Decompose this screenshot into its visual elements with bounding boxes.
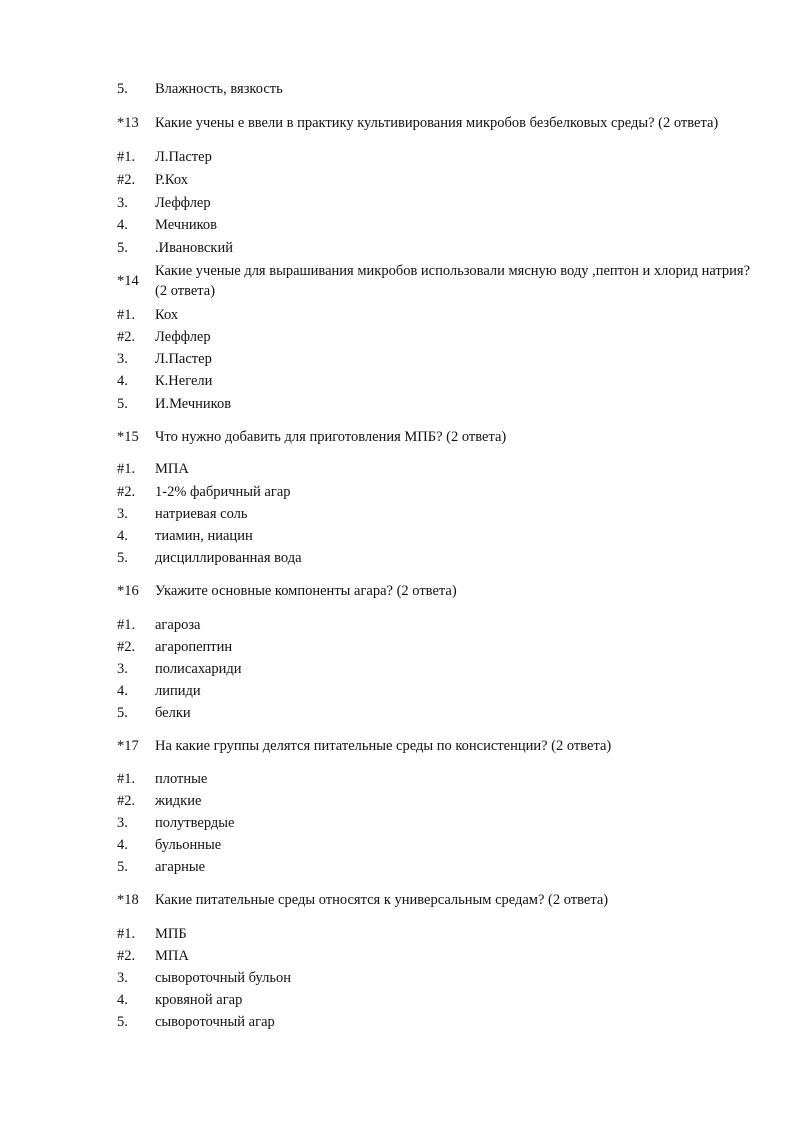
answer-option <box>0 79 800 99</box>
option-number: 3. <box>117 351 128 367</box>
question-16 <box>0 581 800 601</box>
option-number: 4. <box>117 528 128 544</box>
option-number: 5. <box>117 81 128 97</box>
option-text: .Ивановский <box>155 240 233 256</box>
option-text: кровяной агар <box>155 992 243 1008</box>
answer-option <box>0 835 800 855</box>
option-text: Л.Пастер <box>155 351 212 367</box>
option-number: #2. <box>117 329 136 345</box>
option-text: Л.Пастер <box>155 149 212 165</box>
option-text: агароза <box>155 617 201 633</box>
question-15 <box>0 427 800 447</box>
question-number: *16 <box>117 583 139 599</box>
option-number: 4. <box>117 992 128 1008</box>
answer-option <box>0 504 800 524</box>
answer-option <box>0 371 800 391</box>
question-14-line1 <box>0 262 800 282</box>
option-number: #1. <box>117 461 136 477</box>
question-text-continued: (2 ответа) <box>155 283 216 299</box>
option-text: жидкие <box>155 793 202 809</box>
option-number: #2. <box>117 793 136 809</box>
option-text: сывороточный агар <box>155 1014 275 1030</box>
question-number: *14 <box>117 273 139 289</box>
option-text: агарные <box>155 859 206 875</box>
option-text: дисциллированная вода <box>155 550 302 566</box>
option-number: #1. <box>117 307 136 323</box>
option-number: #2. <box>117 639 136 655</box>
option-number: 5. <box>117 1014 128 1030</box>
option-text: К.Негели <box>155 373 213 389</box>
question-text: Какие учены е ввели в практику культивирования микробов безбелковых среды? (2 ответа) <box>155 115 719 131</box>
option-number: 3. <box>117 195 128 211</box>
option-number: 4. <box>117 217 128 233</box>
option-text: МПБ <box>155 926 187 942</box>
option-text: Леффлер <box>155 195 211 211</box>
option-text: натриевая соль <box>155 506 248 522</box>
answer-option <box>0 1012 800 1032</box>
option-text: агаропептин <box>155 639 233 655</box>
option-text: МПА <box>155 461 189 477</box>
option-number: 3. <box>117 661 128 677</box>
option-number: 5. <box>117 396 128 412</box>
option-text: плотные <box>155 771 208 787</box>
question-number: *18 <box>117 892 139 908</box>
option-text: МПА <box>155 948 189 964</box>
question-text: Что нужно добавить для приготовления МПБ? (2 ответа) <box>155 429 507 445</box>
question-number: *17 <box>117 738 139 754</box>
question-text: На какие группы делятся питательные среды по консистенции? (2 ответа) <box>155 738 612 754</box>
answer-option <box>0 394 800 414</box>
option-text: Влажность, вязкость <box>155 81 283 97</box>
option-number: 5. <box>117 705 128 721</box>
question-17 <box>0 736 800 756</box>
question-text: Какие ученые для вырашивания микробов использовали мясную воду ,пептон и хлорид натрия? <box>155 263 751 279</box>
question-13 <box>0 113 800 133</box>
question-text: Какие питательные среды относятся к универсальным средам? (2 ответа) <box>155 892 609 908</box>
answer-option <box>0 990 800 1010</box>
option-number: #1. <box>117 149 136 165</box>
option-text: полисахариди <box>155 661 242 677</box>
answer-option <box>0 147 800 167</box>
answer-option <box>0 769 800 789</box>
option-text: сывороточный бульон <box>155 970 291 986</box>
option-number: 5. <box>117 550 128 566</box>
answer-option <box>0 637 800 657</box>
option-number: 3. <box>117 506 128 522</box>
answer-option <box>0 968 800 988</box>
answer-option <box>0 193 800 213</box>
option-number: 3. <box>117 970 128 986</box>
option-number: #1. <box>117 926 136 942</box>
answer-option <box>0 305 800 325</box>
answer-option <box>0 857 800 877</box>
answer-option <box>0 946 800 966</box>
option-text: 1-2% фабричный агар <box>155 484 291 500</box>
option-text: белки <box>155 705 191 721</box>
question-14-line2 <box>0 282 800 302</box>
option-number: #1. <box>117 771 136 787</box>
answer-option <box>0 703 800 723</box>
option-number: 3. <box>117 815 128 831</box>
question-18 <box>0 890 800 910</box>
option-text: липиди <box>155 683 201 699</box>
answer-option <box>0 924 800 944</box>
option-number: 4. <box>117 683 128 699</box>
option-text: Мечников <box>155 217 217 233</box>
option-text: полутвердые <box>155 815 235 831</box>
option-text: бульонные <box>155 837 222 853</box>
answer-option <box>0 791 800 811</box>
option-number: #2. <box>117 172 136 188</box>
option-number: #2. <box>117 484 136 500</box>
answer-option <box>0 548 800 568</box>
answer-option <box>0 813 800 833</box>
question-text: Укажите основные компоненты агара? (2 ответа) <box>155 583 457 599</box>
option-number: 5. <box>117 859 128 875</box>
answer-option <box>0 615 800 635</box>
answer-option <box>0 170 800 190</box>
answer-option <box>0 459 800 479</box>
option-text: Леффлер <box>155 329 211 345</box>
option-text: И.Мечников <box>155 396 232 412</box>
option-number: 5. <box>117 240 128 256</box>
option-number: #1. <box>117 617 136 633</box>
option-number: 4. <box>117 373 128 389</box>
answer-option <box>0 482 800 502</box>
answer-option <box>0 659 800 679</box>
answer-option <box>0 238 800 258</box>
question-number: *15 <box>117 429 139 445</box>
answer-option <box>0 681 800 701</box>
option-text: Р.Кох <box>155 172 188 188</box>
answer-option <box>0 526 800 546</box>
option-number: #2. <box>117 948 136 964</box>
option-number: 4. <box>117 837 128 853</box>
answer-option <box>0 349 800 369</box>
question-number: *13 <box>117 115 139 131</box>
option-text: тиамин, ниацин <box>155 528 253 544</box>
answer-option <box>0 327 800 347</box>
answer-option <box>0 215 800 235</box>
option-text: Кох <box>155 307 179 323</box>
